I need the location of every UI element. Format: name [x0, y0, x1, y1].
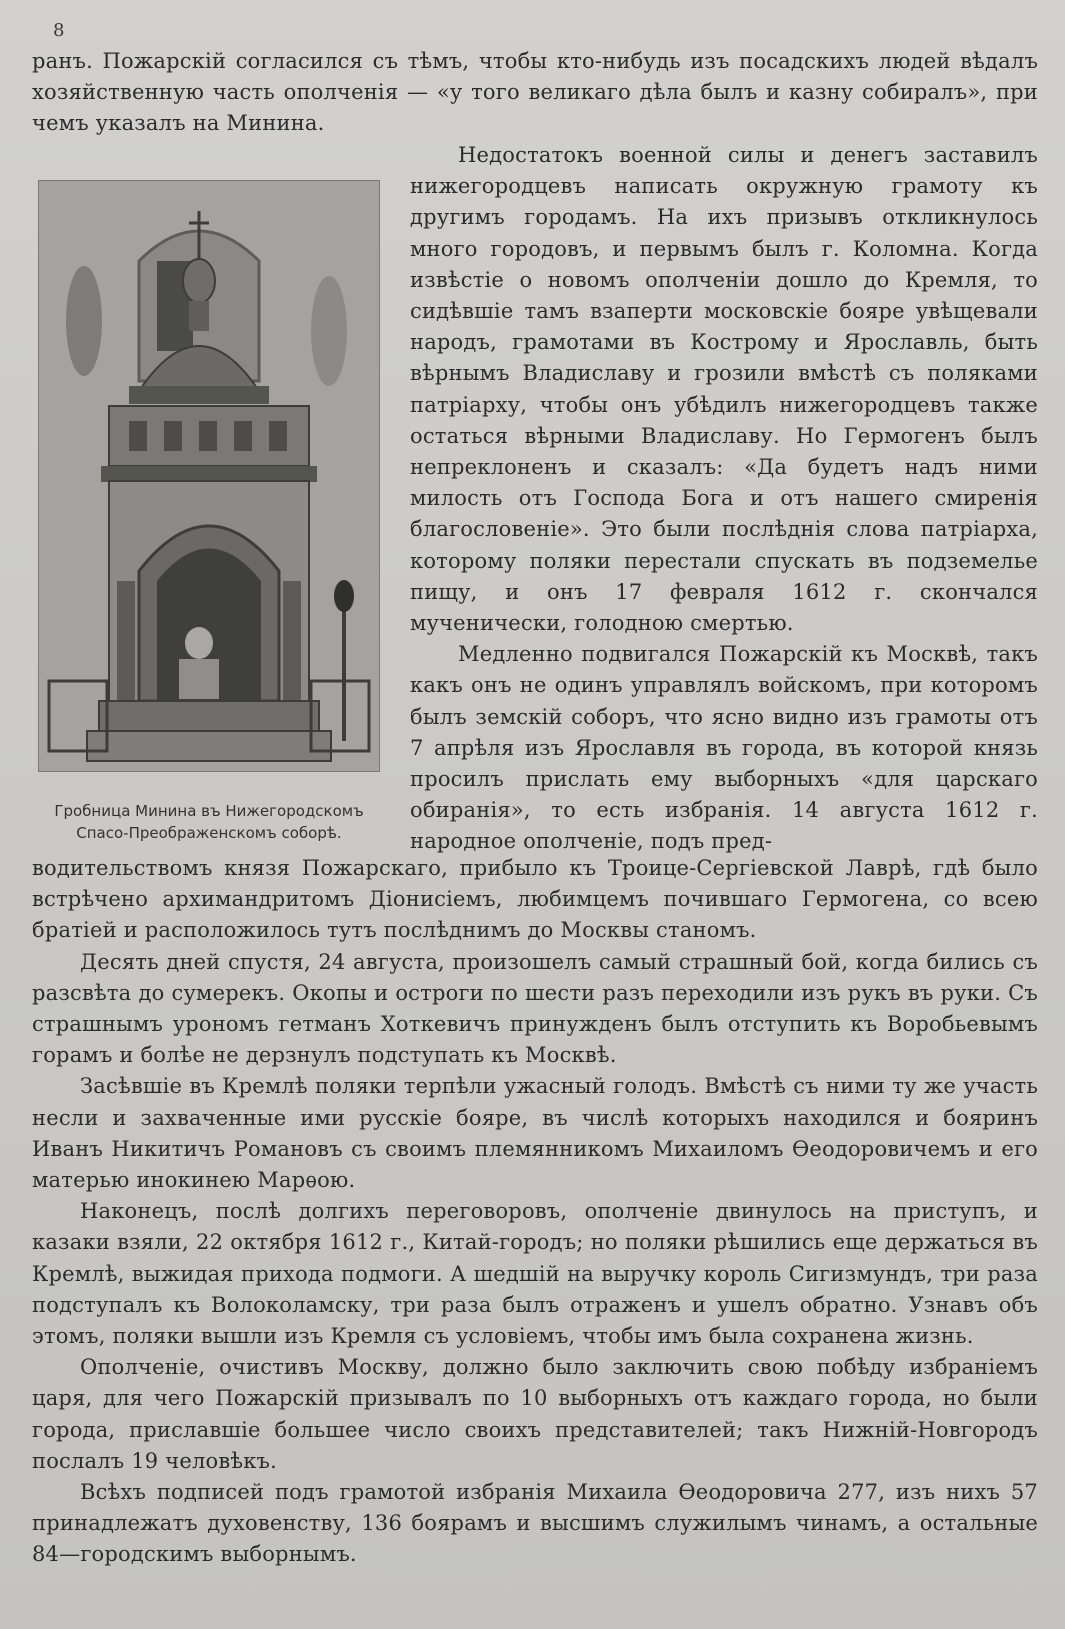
paragraph: Всѣхъ подписей подъ грамотой избранiя Михаила Ѳеодоровича 277, изъ нихъ 57 принадлежатъ духовенству, 136 боярамъ и высшимъ служилымъ чинамъ, а остальные 84—городскимъ выборнымъ. — [32, 1480, 1038, 1567]
paragraph: Наконецъ, послѣ долгихъ переговоровъ, ополченiе двинулось на приступъ, и казаки взяли, 22 октября 1612 г., Китай-городъ; но поляки рѣшились еще держаться въ Кремлѣ, выжидая прихода подмоги. А шедшiй на выручку король Сигизмундъ, три раза подступалъ къ Волоколамску, три раза былъ отраженъ и ушелъ обратно. Узнавъ объ этомъ, поляки вышли изъ Кремля съ условiемъ, чтобы имъ была сохранена жизнь. — [32, 1199, 1038, 1349]
bottom-text-block — [32, 853, 1038, 1571]
paragraph: Ополченiе, очистивъ Москву, должно было заключить свою побѣду избранiемъ царя, для чего Пожарскiй призывалъ по 10 выборныхъ отъ каждаго города, но были города, приславшiе большее число своихъ представителей; такъ Нижнiй-Новгородъ послалъ 19 человѣкъ. — [32, 1355, 1038, 1473]
paragraph: водительствомъ князя Пожарскаго, прибыло къ Троице-Сергiевской Лаврѣ, гдѣ было встрѣчено архимандритомъ Дiонисiемъ, любимцемъ почившаго Гермогена, со всею братiей и расположилось тутъ послѣднимъ до Москвы станомъ. — [32, 856, 1038, 943]
paragraph: Засѣвшiе въ Кремлѣ поляки терпѣли ужасный голодъ. Вмѣстѣ съ ними ту же участь несли и захваченные ими русскiе бояре, въ числѣ которыхъ находился и бояринъ Иванъ Никитичъ Романовъ съ своимъ племянникомъ Михаиломъ Ѳеодоровичемъ и его матерью инокинею Марѳою. — [32, 1074, 1038, 1193]
figure-caption — [36, 800, 382, 844]
paragraph: ранъ. Пожарскiй согласился съ тѣмъ, чтобы кто-нибудь изъ посадскихъ людей вѣдалъ хозяйственную часть ополченiя — «у того великаго дѣла былъ и казну собиралъ», при чемъ указалъ на Минина. — [32, 49, 1038, 136]
tomb-illustration — [38, 180, 380, 772]
paragraph: Медленно подвигался Пожарскiй къ Москвѣ, такъ какъ онъ не одинъ управлялъ войскомъ, при которомъ былъ земскiй соборъ, что ясно видно изъ грамоты отъ 7 апрѣля изъ Ярославля въ города, въ которой князь просилъ прислать ему выборныхъ «для царскаго обиранiя», то есть избранiя. 14 августа 1612 г. народное ополченiе, подъ пред- — [410, 642, 1038, 854]
right-column-text — [410, 140, 1038, 858]
caption-line: Гробница Минина въ Нижегородскомъ — [54, 802, 364, 820]
top-paragraph-block — [32, 46, 1038, 140]
paragraph: Десять дней спустя, 24 августа, произошелъ самый страшный бой, когда бились съ разсвѣта до сумерекъ. Окопы и остроги по шести разъ переходили изъ рукъ въ руки. Съ страшнымъ урономъ гетманъ Хоткевичъ принужденъ былъ отступить къ Воробьевымъ горамъ и болѣе не дерзнулъ подступать къ Москвѣ. — [32, 949, 1038, 1068]
page-number: 8 — [53, 20, 65, 41]
paragraph: Недостатокъ военной силы и денегъ заставилъ нижегородцевъ написать окружную грамоту къ другимъ городамъ. На ихъ призывъ откликнулось много городовъ, и первымъ былъ г. Коломна. Когда извѣстiе о новомъ ополченiи дошло до Кремля, то сидѣвшiе тамъ взаперти московскiе бояре увѣщевали народъ, грамотами въ Кострому и Ярославль, быть вѣрнымъ Владиславу и грозили вмѣстѣ съ поляками патрiарху, чтобы онъ убѣдилъ нижегородцевъ также остаться вѣрными Владиславу. Но Гермогенъ былъ непреклоненъ и сказалъ: «Да будетъ надъ ними милость отъ Господа Бога и отъ нашего смиренiя благословенiе». Это были послѣднiя слова патрiарха, которому поляки перестали спускать въ подземелье пищу, и онъ 17 февраля 1612 г. скончался мученически, голодною смертью. — [410, 143, 1038, 636]
caption-line: Спасо-Преображенскомъ соборѣ. — [76, 824, 342, 842]
